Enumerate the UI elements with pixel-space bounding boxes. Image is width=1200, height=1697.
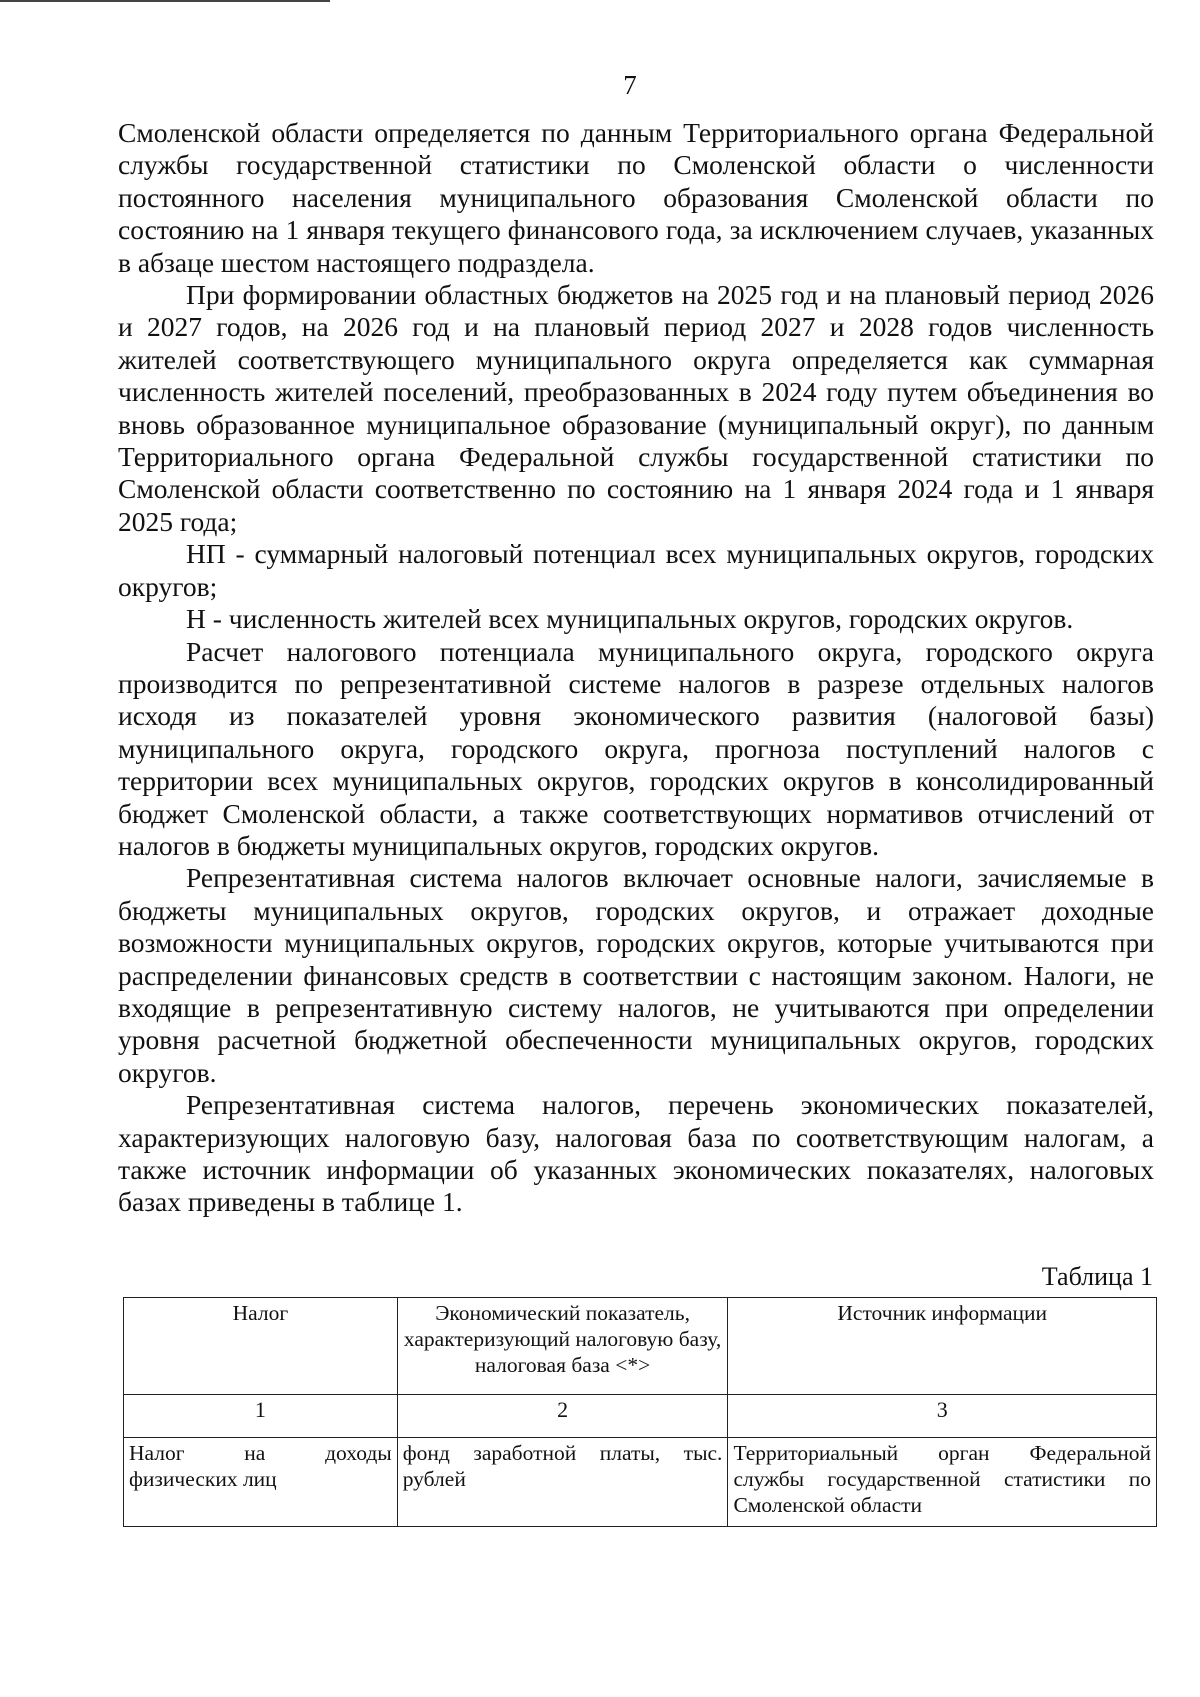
paragraph-3: НП - суммарный налоговый потенциал всех муниципальных округов, городских округов; [118,538,1154,602]
paragraph-6: Репрезентативная система налогов включает основные налоги, зачисляемые в бюджеты муниципальных округов, городских округов, и отражает доходные возможности муниципальных округов, городских округов, которые учитываются при распределении финансовых средств в соответствии с настоящим законом. Налоги, не входящие в репрезентативную систему налогов, не учитываются при определении уровня расчетной бюджетной обеспеченности муниципальных округов, городских округов. [118,862,1154,1088]
header-source: Источник информации [728,1298,1157,1395]
column-number-1: 1 [124,1395,398,1438]
cell-indicator: фонд заработной платы, тыс. рублей [397,1438,728,1527]
table-header-row [124,1298,1157,1395]
document-body [118,117,1154,1219]
cell-source: Территориальный орган Федеральной службы государственной статистики по Смоленской области [728,1438,1157,1527]
paragraph-1: Смоленской области определяется по данным Территориального органа Федеральной службы государственной статистики по Смоленской области о численности постоянного населения муниципального образования Смоленской области по состоянию на 1 января текущего финансового года, за исключением случаев, указанных в абзаце шестом настоящего подраздела. [118,117,1154,278]
top-rule-divider [0,0,330,2]
header-indicator: Экономический показатель, характеризующий налоговую базу, налоговая база <*> [397,1298,728,1395]
column-number-2: 2 [397,1395,728,1438]
table-row [124,1438,1157,1527]
column-number-3: 3 [728,1395,1157,1438]
paragraph-5: Расчет налогового потенциала муниципального округа, городского округа производится по репрезентативной системе налогов в разрезе отдельных налогов исходя из показателей уровня экономического развития (налоговой базы) муниципального округа, городского округа, прогноза поступлений налогов с территории всех муниципальных округов, городских округов в консолидированный бюджет Смоленской области, а также соответствующих нормативов отчислений от налогов в бюджеты муниципальных округов, городских округов. [118,635,1154,861]
paragraph-7: Репрезентативная система налогов, перечень экономических показателей, характеризующих налоговую базу, налоговая база по соответствующим налогам, а также источник информации об указанных экономических показателях, налоговых базах приведены в таблице 1. [118,1089,1154,1218]
tax-table [123,1297,1157,1527]
paragraph-2: При формировании областных бюджетов на 2025 год и на плановый период 2026 и 2027 годов, на 2026 год и на плановый период 2027 и 2028 годов численность жителей соответствующего муниципального округа определяется как суммарная численность жителей поселений, преобразованных в 2024 году путем объединения во вновь образованное муниципальное образование (муниципальный округ), по данным Территориального органа Федеральной службы государственной статистики по Смоленской области соответственно по состоянию на 1 января 2024 года и 1 января 2025 года; [118,279,1154,537]
table-caption: Таблица 1 [1041,1262,1153,1291]
cell-tax: Налог на доходы физических лиц [124,1438,398,1527]
table-column-numbers-row [124,1395,1157,1438]
paragraph-4: Н - численность жителей всех муниципальных округов, городских округов. [186,603,1074,635]
header-tax: Налог [124,1298,398,1395]
page-number: 7 [623,70,637,100]
